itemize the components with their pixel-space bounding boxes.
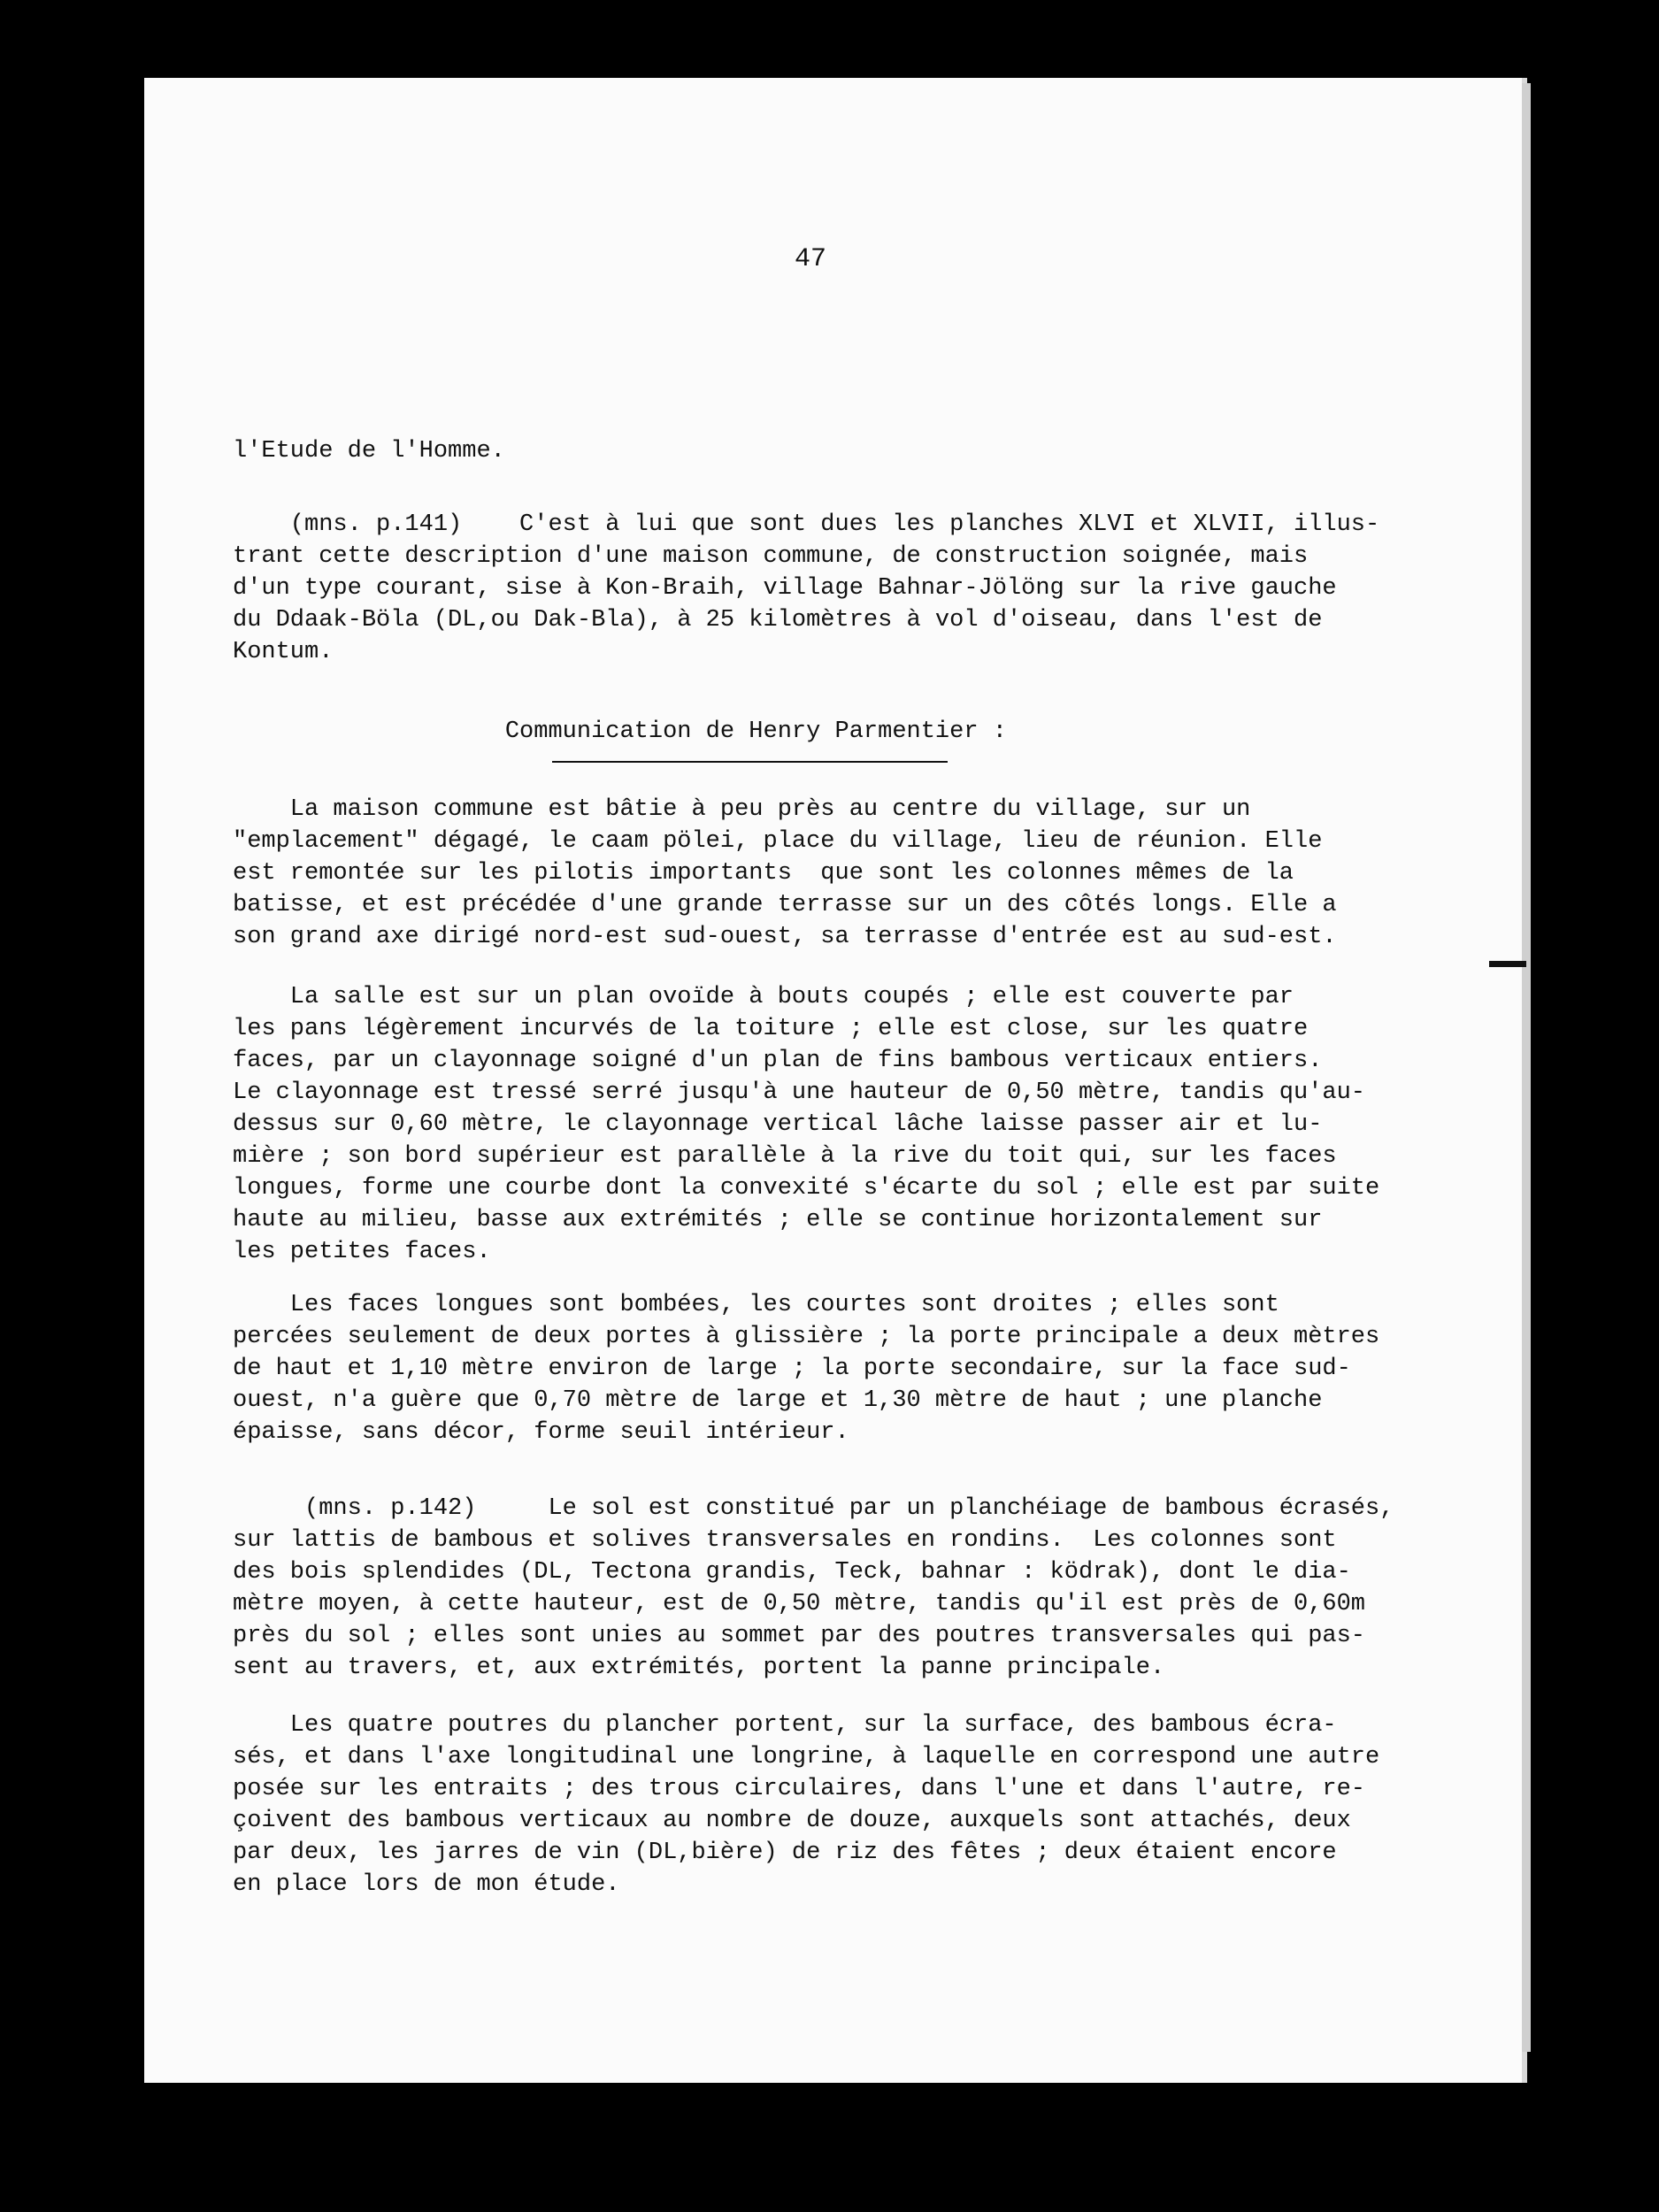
heading-underline	[552, 761, 948, 763]
document-page	[144, 78, 1522, 2083]
paragraph-4-line-5: son grand axe dirigé nord-est sud-ouest, sa terrasse d'entrée est au sud-est.	[233, 924, 1337, 950]
paragraph-8-line-5: par deux, les jarres de vin (DL,bière) de riz des fêtes ; deux étaient encore	[233, 1839, 1337, 1866]
paragraph-7-line-2: sur lattis de bambous et solives transversales en rondins. Les colonnes sont	[233, 1527, 1337, 1554]
paragraph-2-line-4: du Ddaak-Böla (DL,ou Dak-Bla), à 25 kilomètres à vol d'oiseau, dans l'est de	[233, 607, 1323, 634]
paragraph-8-line-3: posée sur les entraits ; des trous circulaires, dans l'une et dans l'autre, re-	[233, 1776, 1366, 1802]
paragraph-6-line-4: ouest, n'a guère que 0,70 mètre de large et 1,30 mètre de haut ; une planche	[233, 1387, 1323, 1414]
paragraph-7-line-4: mètre moyen, à cette hauteur, est de 0,50 mètre, tandis qu'il est près de 0,60m	[233, 1591, 1366, 1617]
paragraph-7-line-5: près du sol ; elles sont unies au sommet par des poutres transversales qui pas-	[233, 1623, 1366, 1649]
paragraph-5-line-1: La salle est sur un plan ovoïde à bouts coupés ; elle est couverte par	[233, 984, 1294, 1010]
page-edge-shadow	[1522, 83, 1531, 2052]
paragraph-5-line-7: longues, forme une courbe dont la convexité s'écarte du sol ; elle est par suite	[233, 1175, 1380, 1202]
paragraph-5-line-6: mière ; son bord supérieur est parallèle à la rive du toit qui, sur les faces	[233, 1143, 1337, 1170]
paragraph-7-line-6: sent au travers, et, aux extrémités, portent la panne principale.	[233, 1655, 1165, 1681]
section-heading: Communication de Henry Parmentier :	[233, 718, 1007, 745]
paragraph-6-line-2: percées seulement de deux portes à glissière ; la porte principale a deux mètres	[233, 1324, 1380, 1350]
paragraph-1-line-1: l'Etude de l'Homme.	[233, 438, 505, 465]
paragraph-5-line-4: Le clayonnage est tressé serré jusqu'à une hauteur de 0,50 mètre, tandis qu'au-	[233, 1079, 1366, 1106]
paragraph-5-line-3: faces, par un clayonnage soigné d'un plan de fins bambous verticaux entiers.	[233, 1048, 1323, 1074]
page-number: 47	[795, 244, 827, 274]
paragraph-4-line-4: batisse, et est précédée d'une grande terrasse sur un des côtés longs. Elle a	[233, 892, 1337, 918]
paragraph-5-line-9: les petites faces.	[233, 1239, 491, 1265]
paragraph-8-line-6: en place lors de mon étude.	[233, 1871, 620, 1898]
paragraph-2-line-2: trant cette description d'une maison commune, de construction soignée, mais	[233, 543, 1309, 570]
paragraph-6-line-1: Les faces longues sont bombées, les courtes sont droites ; elles sont	[233, 1292, 1279, 1318]
scan-mark	[1489, 961, 1526, 967]
paragraph-8-line-1: Les quatre poutres du plancher portent, sur la surface, des bambous écra-	[233, 1712, 1337, 1739]
paragraph-7-line-1: (mns. p.142) Le sol est constitué par un planchéiage de bambous écrasés,	[233, 1495, 1394, 1522]
paragraph-5-line-2: les pans légèrement incurvés de la toiture ; elle est close, sur les quatre	[233, 1016, 1309, 1042]
paragraph-2-line-1: (mns. p.141) C'est à lui que sont dues les planches XLVI et XLVII, illus-	[233, 511, 1380, 538]
paragraph-8-line-2: sés, et dans l'axe longitudinal une longrine, à laquelle en correspond une autre	[233, 1744, 1380, 1770]
paragraph-5-line-5: dessus sur 0,60 mètre, le clayonnage vertical lâche laisse passer air et lu-	[233, 1111, 1323, 1138]
paragraph-2-line-3: d'un type courant, sise à Kon-Braih, village Bahnar-Jölöng sur la rive gauche	[233, 575, 1337, 602]
paragraph-7-line-3: des bois splendides (DL, Tectona grandis, Teck, bahnar : ködrak), dont le dia-	[233, 1559, 1351, 1586]
paragraph-4-line-3: est remontée sur les pilotis importants que sont les colonnes mêmes de la	[233, 860, 1294, 887]
paragraph-6-line-5: épaisse, sans décor, forme seuil intérieur.	[233, 1419, 849, 1446]
paragraph-6-line-3: de haut et 1,10 mètre environ de large ; la porte secondaire, sur la face sud-	[233, 1356, 1351, 1382]
paragraph-2-line-5: Kontum.	[233, 639, 334, 665]
paragraph-5-line-8: haute au milieu, basse aux extrémités ; elle se continue horizontalement sur	[233, 1207, 1323, 1233]
paragraph-8-line-4: çoivent des bambous verticaux au nombre de douze, auxquels sont attachés, deux	[233, 1808, 1351, 1834]
paragraph-4-line-1: La maison commune est bâtie à peu près au centre du village, sur un	[233, 796, 1251, 823]
paragraph-4-line-2: "emplacement" dégagé, le caam pölei, place du village, lieu de réunion. Elle	[233, 828, 1323, 855]
